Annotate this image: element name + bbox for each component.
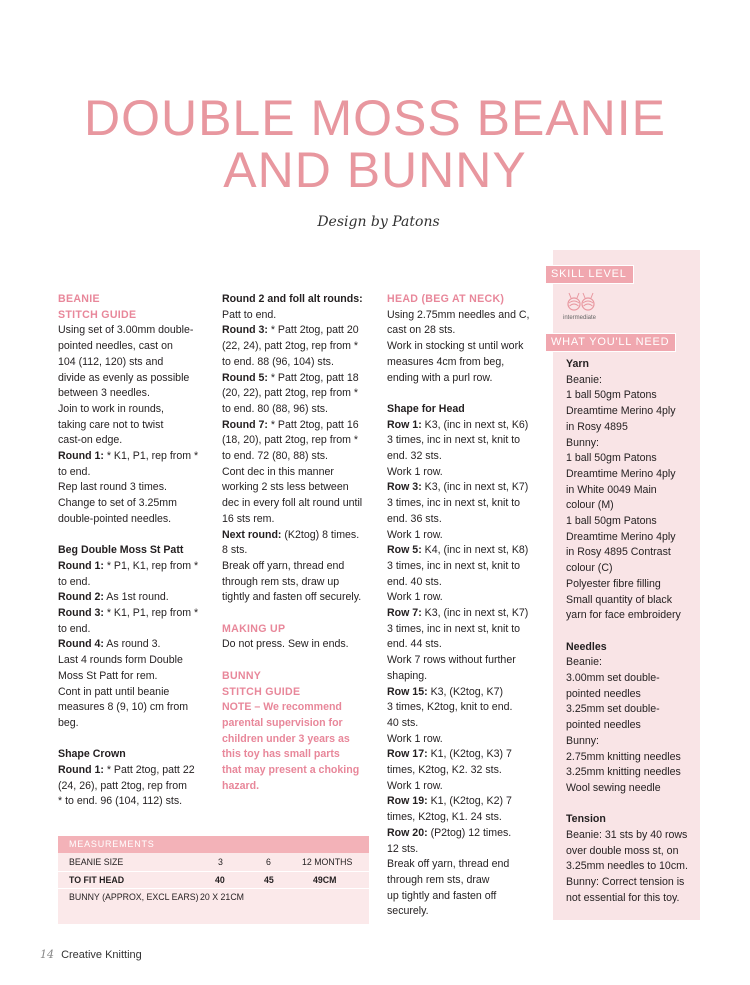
round-label: Round 3:	[58, 607, 104, 620]
round-text: As round 3.	[103, 638, 161, 651]
text-line: over double moss st, on	[566, 844, 679, 857]
safety-note-line: this toy has small parts	[222, 748, 340, 761]
text-line: times, K2tog, K1. 24 sts.	[387, 811, 502, 824]
row-label: BEANIE SIZE	[69, 857, 124, 867]
measurements-header	[58, 836, 369, 853]
text-line: Moss St Patt for rem.	[58, 669, 158, 682]
text-line: tightly and fasten off securely.	[222, 591, 362, 604]
round-label: Round 1:	[58, 450, 104, 463]
text-line: Work 1 row.	[387, 591, 443, 604]
yarn-balls-icon	[566, 292, 598, 312]
safety-note-line: that may present a choking	[222, 764, 360, 777]
text-line: Work 1 row.	[387, 465, 443, 478]
text-line: Cont in patt until beanie	[58, 685, 170, 698]
text-line: (22, 24), patt 2tog, rep from *	[222, 340, 359, 353]
instruction-line	[387, 747, 530, 763]
instruction-line	[387, 418, 530, 434]
section-subheading: STITCH GUIDE	[58, 308, 137, 321]
text-line: Bunny:	[566, 734, 599, 747]
text-line: double-pointed needles.	[58, 512, 172, 525]
text-line: dec in every foll alt round until	[222, 497, 363, 510]
materials-heading-text: Needles	[566, 640, 607, 653]
round-text: * P1, K1, rep from *	[103, 559, 199, 572]
text-line: up tightly and fasten off	[387, 889, 497, 902]
text-line: to end.	[58, 622, 91, 635]
instruction-line	[222, 371, 363, 387]
instruction-line	[387, 826, 530, 842]
text-line: Small quantity of black	[566, 593, 672, 606]
text-line: Work 7 rows without further	[387, 654, 516, 667]
text-line: to end. 88 (96, 104) sts.	[222, 355, 334, 368]
text-line: yarn for face embroidery	[566, 609, 681, 622]
round-label: Round 1:	[58, 764, 104, 777]
text-line: Dreamtime Merino 4ply	[566, 467, 676, 480]
text-line: Using 2.75mm needles and C,	[387, 308, 530, 321]
round-text: (K2tog) 8 times.	[281, 528, 360, 541]
text-line: Polyester fibre filling	[566, 577, 661, 590]
instruction-line	[58, 559, 198, 575]
text-line: end. 32 sts.	[387, 450, 442, 463]
text-line: 3 times, inc in next st, knit to	[387, 559, 521, 572]
round-text: * Patt 2tog, patt 22	[103, 764, 195, 777]
column-bunny-head	[387, 292, 530, 920]
subsection-heading-text: Beg Double Moss St Patt	[58, 544, 184, 557]
publication-name: Creative Knitting	[61, 949, 142, 961]
text-line: end. 44 sts.	[387, 638, 442, 651]
text-line: pointed needles, cast on	[58, 340, 173, 353]
text-line: to end. 72 (80, 88) sts.	[222, 450, 328, 463]
row-text: K3, (inc in next st, K7)	[421, 481, 529, 494]
section-heading: MAKING UP	[222, 622, 286, 635]
text-line: colour (M)	[566, 499, 614, 512]
cell-value: 40	[215, 875, 225, 885]
text-line: Patt to end.	[222, 308, 277, 321]
materials-heading	[566, 812, 688, 828]
text-line: Work 1 row.	[387, 528, 443, 541]
title-line-2: AND BUNNY	[223, 142, 527, 198]
text-line: end. 36 sts.	[387, 512, 442, 525]
instruction-line	[222, 528, 363, 544]
text-line: times, K2tog, K2. 32 sts.	[387, 764, 502, 777]
text-line: Beanie:	[566, 373, 602, 386]
text-line: 3 times, inc in next st, knit to	[387, 434, 521, 447]
subsection-heading	[58, 747, 198, 763]
row-text: K1, (K2tog, K2) 7	[427, 795, 512, 808]
round-label: Round 7:	[222, 418, 268, 431]
page-number: 14	[40, 948, 54, 961]
round-label: Next round:	[222, 528, 282, 541]
text-line: colour (C)	[566, 562, 613, 575]
row-label: Row 15:	[387, 685, 428, 698]
materials-list	[566, 357, 688, 907]
row-text: K3, (K2tog, K7)	[427, 685, 503, 698]
text-line: in Rosy 4895 Contrast	[566, 546, 671, 559]
cell-value: 12 MONTHS	[302, 857, 353, 867]
safety-note-line: NOTE – We recommend	[222, 701, 342, 714]
text-line: beg.	[58, 716, 79, 729]
designer-byline: Design by Patons	[317, 214, 440, 230]
round-text: * K1, P1, rep from *	[103, 607, 199, 620]
text-line: 3.25mm needles to 10cm.	[566, 860, 688, 873]
text-line: (20, 22), patt 2tog, rep from *	[222, 387, 359, 400]
cell-value: 49CM	[313, 875, 337, 885]
section-heading: BUNNY	[222, 669, 262, 682]
page-title	[0, 92, 750, 196]
section-subheading: STITCH GUIDE	[222, 685, 301, 698]
text-line: cast-on edge.	[58, 434, 123, 447]
text-line: 3.25mm set double-	[566, 703, 660, 716]
text-line: pointed needles	[566, 719, 641, 732]
cell-value: 45	[264, 875, 274, 885]
text-line: working 2 sts less between	[222, 481, 349, 494]
text-line: Beanie: 31 sts by 40 rows	[566, 829, 688, 842]
text-line: 16 sts rem.	[222, 512, 275, 525]
materials-heading	[566, 640, 688, 656]
subsection-heading	[58, 543, 198, 559]
text-line: Change to set of 3.25mm	[58, 497, 177, 510]
row-label: Row 20:	[387, 826, 428, 839]
text-line: 1 ball 50gm Patons	[566, 389, 657, 402]
text-line: 1 ball 50gm Patons	[566, 515, 657, 528]
instruction-line	[387, 606, 530, 622]
section-heading: HEAD (BEG AT NECK)	[387, 293, 505, 305]
instruction-line	[58, 590, 198, 606]
round-label: Round 3:	[222, 324, 268, 337]
text-line: (18, 20), patt 2tog, rep from *	[222, 434, 359, 447]
column-beanie	[58, 292, 198, 810]
safety-note-line: children under 3 years as	[222, 732, 350, 745]
round-label: Round 2:	[58, 591, 104, 604]
text-line: 3 times, inc in next st, knit to	[387, 622, 521, 635]
text-line: Do not press. Sew in ends.	[222, 638, 349, 651]
text-line: 3.25mm knitting needles	[566, 766, 681, 779]
text-line: 1 ball 50gm Patons	[566, 452, 657, 465]
row-label: Row 19:	[387, 795, 428, 808]
row-text: (P2tog) 12 times.	[427, 826, 512, 839]
round-text: * Patt 2tog, patt 18	[267, 371, 359, 384]
text-line: Bunny: Correct tension is	[566, 876, 685, 889]
table-row	[58, 888, 369, 908]
row-text: K3, (inc in next st, K6)	[421, 418, 529, 431]
text-line: through rem sts, draw	[387, 874, 490, 886]
text-line: 2.75mm knitting needles	[566, 750, 681, 763]
column-beanie-cont	[222, 292, 363, 794]
measurements-header-text: MEASUREMENTS	[69, 839, 155, 849]
title-line-1: DOUBLE MOSS BEANIE	[83, 90, 667, 146]
text-line: Bunny:	[566, 436, 599, 449]
instruction-line	[222, 418, 363, 434]
text-line: Break off yarn, thread end	[222, 559, 345, 572]
round-label: Round 1:	[58, 559, 104, 572]
text-line: taking care not to twist	[58, 418, 164, 431]
text-line: 40 sts.	[387, 716, 419, 729]
text-line: shaping.	[387, 669, 428, 682]
text-line: Join to work in rounds,	[58, 402, 164, 415]
subsection-heading-text: Shape for Head	[387, 402, 465, 415]
row-text: K3, (inc in next st, K7)	[421, 607, 529, 620]
text-line: Using set of 3.00mm double-	[58, 324, 194, 337]
text-line: between 3 needles.	[58, 387, 150, 400]
text-line: Wool sewing needle	[566, 781, 661, 794]
page-footer	[40, 948, 142, 961]
cell-value: 3	[218, 857, 223, 867]
text-line: Dreamtime Merino 4ply	[566, 405, 676, 418]
materials-heading-text: Tension	[566, 813, 606, 826]
instruction-line	[387, 480, 530, 496]
row-label: Row 5:	[387, 544, 422, 557]
text-line: * to end. 96 (104, 112) sts.	[58, 795, 183, 808]
text-line: measures 4cm from beg,	[387, 355, 505, 368]
text-line: Work 1 row.	[387, 732, 443, 745]
instruction-line	[58, 637, 198, 653]
text-line: 3.00mm set double-	[566, 672, 660, 685]
row-label: TO FIT HEAD	[69, 875, 125, 885]
text-line: to end. 80 (88, 96) sts.	[222, 402, 328, 415]
text-line: measures 8 (9, 10) cm from	[58, 701, 189, 714]
safety-note-line: hazard.	[222, 779, 260, 792]
row-label: Row 17:	[387, 748, 428, 761]
instruction-line	[222, 323, 363, 339]
cell-value: 20 X 21CM	[200, 892, 245, 902]
text-line: 12 sts.	[387, 842, 419, 855]
safety-note-line: parental supervision for	[222, 716, 343, 729]
materials-heading	[566, 357, 688, 373]
text-line: Cont dec in this manner	[222, 465, 334, 478]
round-label: Round 4:	[58, 638, 104, 651]
instruction-line	[58, 763, 198, 779]
text-line: in Rosy 4895	[566, 420, 628, 433]
skill-level-value: intermediate	[563, 315, 597, 321]
subsection-heading-text: Round 2 and foll alt rounds:	[222, 293, 363, 305]
subsection-heading-text: Shape Crown	[58, 748, 126, 761]
text-line: through rem sts, draw up	[222, 575, 340, 588]
text-line: ending with a purl row.	[387, 371, 493, 384]
text-line: divide as evenly as possible	[58, 371, 190, 384]
text-line: securely.	[387, 905, 429, 918]
row-label: Row 3:	[387, 481, 422, 494]
text-line: end. 40 sts.	[387, 575, 442, 588]
text-line: to end.	[58, 465, 91, 478]
text-line: to end.	[58, 575, 91, 588]
round-text: * Patt 2tog, patt 20	[267, 324, 359, 337]
text-line: Work in stocking st until work	[387, 340, 524, 353]
instruction-line	[387, 543, 530, 559]
round-text: * K1, P1, rep from *	[103, 450, 199, 463]
instruction-line	[58, 606, 198, 622]
instruction-line	[387, 685, 530, 701]
text-line: in White 0049 Main	[566, 483, 657, 496]
text-line: Last 4 rounds form Double	[58, 654, 183, 667]
cell-value: 6	[266, 857, 271, 867]
subsection-heading	[222, 292, 363, 308]
round-label: Round 5:	[222, 371, 268, 384]
text-line: 3 times, inc in next st, knit to	[387, 497, 521, 510]
row-text: K1, (K2tog, K3) 7	[427, 748, 512, 761]
row-label: Row 7:	[387, 607, 422, 620]
text-line: Rep last round 3 times.	[58, 481, 167, 494]
text-line: 8 sts.	[222, 544, 248, 557]
row-text: K4, (inc in next st, K8)	[421, 544, 529, 557]
round-text: As 1st round.	[103, 591, 169, 604]
text-line: not essential for this toy.	[566, 891, 680, 904]
text-line: 104 (112, 120) sts and	[58, 355, 164, 368]
text-line: cast on 28 sts.	[387, 324, 456, 337]
text-line: Break off yarn, thread end	[387, 858, 510, 871]
text-line: Beanie:	[566, 656, 602, 669]
section-heading: BEANIE	[58, 293, 100, 305]
skill-level-label: SKILL LEVEL	[545, 265, 634, 284]
subsection-heading	[387, 402, 530, 418]
text-line: Dreamtime Merino 4ply	[566, 530, 676, 543]
materials-heading-text: Yarn	[566, 358, 589, 370]
text-line: pointed needles	[566, 687, 641, 700]
row-label: BUNNY (APPROX, EXCL EARS)	[69, 892, 199, 902]
instruction-line	[58, 449, 198, 465]
text-line: (24, 26), patt 2tog, rep from	[58, 779, 187, 792]
text-line: Work 1 row.	[387, 779, 443, 792]
text-line: 3 times, K2tog, knit to end.	[387, 701, 513, 714]
instruction-line	[387, 794, 530, 810]
row-label: Row 1:	[387, 418, 422, 431]
round-text: * Patt 2tog, patt 16	[267, 418, 359, 431]
what-youll-need-label: WHAT YOU'LL NEED	[545, 333, 676, 352]
